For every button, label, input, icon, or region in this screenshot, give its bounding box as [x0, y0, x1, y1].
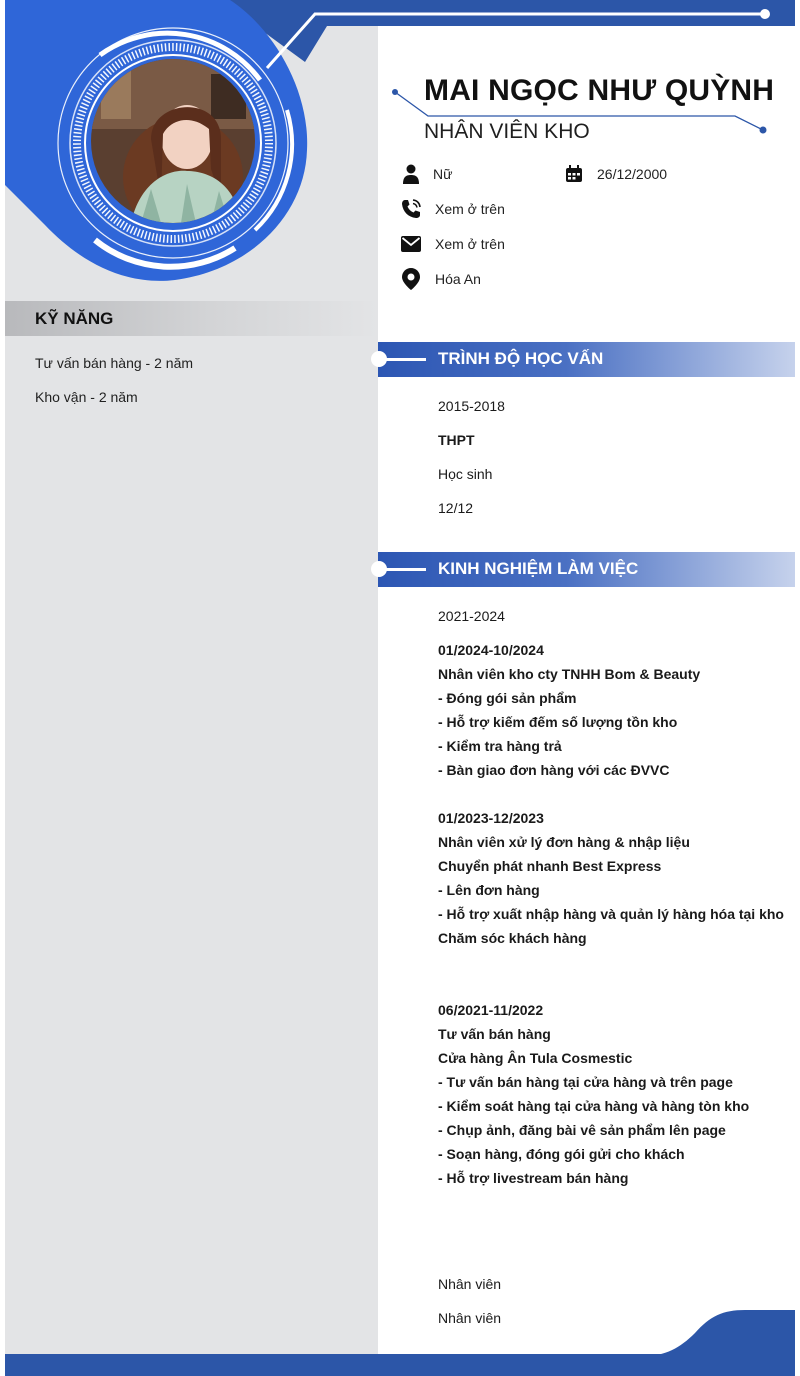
skill-item: Tư vấn bán hàng - 2 năm: [35, 355, 194, 371]
education-heading-bar: [378, 342, 795, 377]
job-period: 06/2021-11/2022: [438, 1002, 544, 1018]
mail-icon: [400, 233, 422, 255]
job-duty: - Tư vấn bán hàng tại cửa hàng và trên page: [438, 1074, 733, 1090]
job-duty: - Kiểm soát hàng tại cửa hàng và hàng tòn kho: [438, 1098, 750, 1114]
email-value: Xem ở trên: [435, 236, 505, 252]
skills-heading-bar: [5, 301, 378, 336]
job-duty: - Hỗ trợ kiếm đếm số lượng tồn kho: [438, 714, 678, 730]
job-duty: - Chụp ảnh, đăng bài vê sản phẩm lên page: [438, 1122, 726, 1138]
avatar-illustration: [91, 59, 255, 223]
job-title: NHÂN VIÊN KHO: [424, 120, 590, 143]
education-period: 2015-2018: [438, 398, 505, 414]
job-title-line: Nhân viên kho cty TNHH Bom & Beauty: [438, 666, 701, 682]
experience-heading: KINH NGHIỆM LÀM VIỆC: [438, 559, 639, 578]
job-duty: - Đóng gói sản phẩm: [438, 690, 577, 706]
gender-value: Nữ: [433, 166, 453, 182]
section-line: [382, 358, 426, 361]
education-grade: 12/12: [438, 500, 474, 516]
gender-row: [400, 163, 452, 185]
job-company: Cửa hàng Ân Tula Cosmestic: [438, 1050, 633, 1066]
person-icon: [400, 163, 422, 185]
candidate-name: MAI NGỌC NHƯ QUỲNH: [424, 74, 775, 107]
job-title-line: Nhân viên xử lý đơn hàng & nhập liệu: [438, 834, 690, 850]
bottom-bar: [5, 1354, 795, 1376]
education-heading: TRÌNH ĐỘ HỌC VẤN: [438, 349, 604, 368]
bottom-corner-decoration: [645, 1308, 795, 1356]
email-row: [400, 233, 505, 255]
experience-heading-bar: [378, 552, 795, 587]
footer-role: Nhân viên: [438, 1276, 502, 1292]
job-entry: [438, 998, 749, 1190]
address-row: [400, 268, 481, 290]
job-title-line: Tư vấn bán hàng: [438, 1026, 551, 1042]
job-duty: - Hỗ trợ livestream bán hàng: [438, 1170, 629, 1186]
cv-page: [5, 0, 795, 1376]
job-entry: [438, 638, 700, 782]
education-school: THPT: [438, 432, 475, 448]
job-company: Chuyển phát nhanh Best Express: [438, 858, 662, 874]
job-duty: - Kiểm tra hàng trả: [438, 738, 562, 754]
phone-icon: [400, 198, 422, 220]
skills-heading: KỸ NĂNG: [35, 309, 114, 328]
calendar-icon: [563, 163, 585, 185]
education-role: Học sinh: [438, 466, 493, 482]
profile-photo: [91, 59, 255, 223]
phone-row: [400, 198, 505, 220]
job-period: 01/2024-10/2024: [438, 642, 544, 658]
job-duty: - Bàn giao đơn hàng với các ĐVVC: [438, 762, 670, 778]
experience-overall-period: 2021-2024: [438, 608, 505, 624]
job-duty: Chăm sóc khách hàng: [438, 930, 587, 946]
address-value: Hóa An: [435, 271, 481, 287]
job-duty: - Hỗ trợ xuất nhập hàng và quản lý hàng hóa tại kho: [438, 906, 784, 922]
birthday-value: 26/12/2000: [597, 166, 668, 182]
location-pin-icon: [400, 268, 422, 290]
job-duty: - Lên đơn hàng: [438, 882, 540, 898]
section-line: [382, 568, 426, 571]
phone-value: Xem ở trên: [435, 201, 505, 217]
skill-item: Kho vận - 2 năm: [35, 389, 138, 405]
birthday-row: [563, 163, 667, 185]
job-duty: - Soạn hàng, đóng gói gửi cho khách: [438, 1146, 685, 1162]
job-entry: [438, 806, 784, 950]
job-period: 01/2023-12/2023: [438, 810, 544, 826]
footer-role: Nhân viên: [438, 1310, 502, 1326]
